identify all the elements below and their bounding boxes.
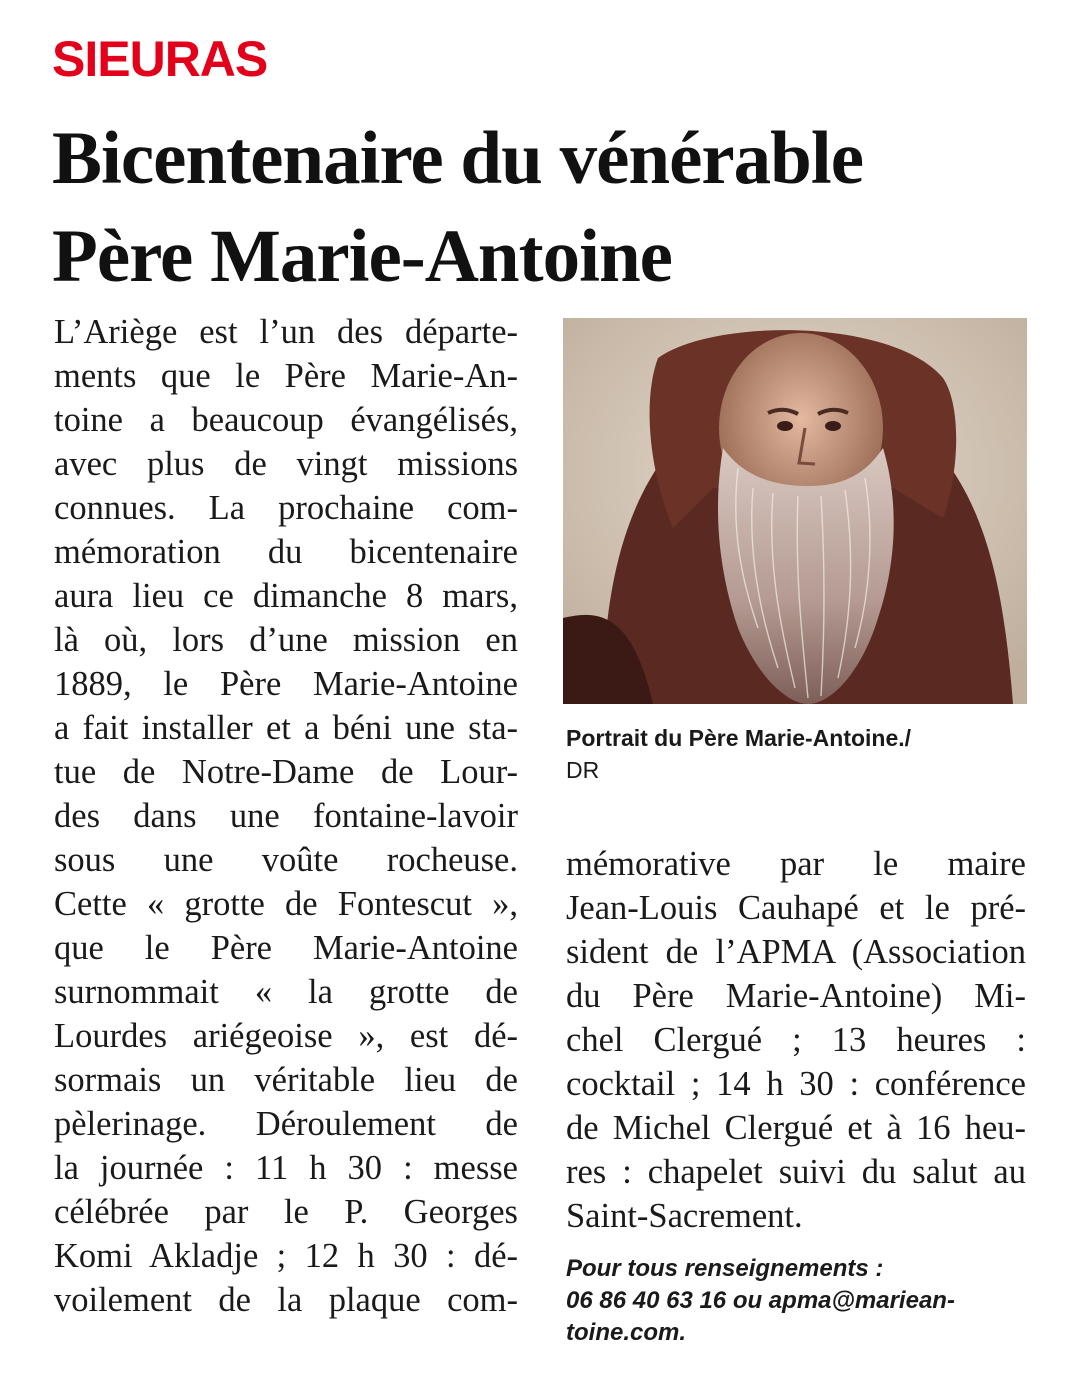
photo-caption bbox=[566, 722, 1026, 786]
body-line: 1889, le Père Marie-Antoine bbox=[54, 665, 518, 703]
body-line: tue de Notre-Dame de Lour- bbox=[54, 753, 518, 791]
body-line: toine a beaucoup évangélisés, bbox=[54, 401, 518, 439]
body-line: célébrée par le P. Georges bbox=[54, 1193, 518, 1231]
info-line: Pour tous renseignements : bbox=[566, 1255, 884, 1282]
caption-text: Portrait du Père Marie-Antoine./ bbox=[566, 725, 912, 751]
body-line: que le Père Marie-Antoine bbox=[54, 929, 518, 967]
body-line: chel Clergué ; 13 heures : bbox=[566, 1021, 1026, 1059]
body-line: mémoration du bicentenaire bbox=[54, 533, 518, 571]
body-line: voilement de la plaque com- bbox=[54, 1281, 518, 1319]
info-line: 06 86 40 63 16 ou apma@mariean- bbox=[566, 1287, 955, 1314]
body-line: Komi Akladje ; 12 h 30 : dé- bbox=[54, 1237, 518, 1275]
body-line: surnommait « la grotte de bbox=[54, 973, 518, 1011]
body-line: la journée : 11 h 30 : messe bbox=[54, 1149, 518, 1187]
body-line: a fait installer et a béni une sta- bbox=[54, 709, 518, 747]
headline-line: Bicentenaire du vénérable bbox=[52, 117, 864, 200]
body-line: Cette « grotte de Fontescut », bbox=[54, 885, 518, 923]
body-line: L’Ariège est l’un des départe- bbox=[54, 313, 518, 351]
body-line: sous une voûte rocheuse. bbox=[54, 841, 518, 879]
body-line: Saint-Sacrement. bbox=[566, 1197, 803, 1235]
photo-credit: DR bbox=[566, 757, 600, 783]
contact-info bbox=[566, 1253, 1026, 1349]
body-line: res : chapelet suivi du salut au bbox=[566, 1153, 1026, 1191]
body-column-right bbox=[566, 842, 1026, 1238]
body-line: ments que le Père Marie-An- bbox=[54, 357, 518, 395]
info-line: toine.com. bbox=[566, 1319, 687, 1346]
body-line: cocktail ; 14 h 30 : conférence bbox=[566, 1065, 1026, 1103]
body-line: Lourdes ariégeoise », est dé- bbox=[54, 1017, 518, 1055]
body-line: connues. La prochaine com- bbox=[54, 489, 518, 527]
body-line: de Michel Clergué et à 16 heu- bbox=[566, 1109, 1026, 1147]
section-kicker: SIEURAS bbox=[52, 31, 268, 87]
body-line: avec plus de vingt missions bbox=[54, 445, 518, 483]
headline bbox=[52, 110, 1062, 306]
body-line: mémorative par le maire bbox=[566, 845, 1026, 883]
headline-line: Père Marie-Antoine bbox=[52, 215, 672, 298]
body-line: sormais un véritable lieu de bbox=[54, 1061, 518, 1099]
body-line: sident de l’APMA (Association bbox=[566, 933, 1026, 971]
portrait-illustration bbox=[563, 318, 1027, 704]
body-line: Jean-Louis Cauhapé et le pré- bbox=[566, 889, 1026, 927]
portrait-photo bbox=[563, 318, 1027, 704]
body-line: pèlerinage. Déroulement de bbox=[54, 1105, 518, 1143]
body-column-left bbox=[54, 310, 518, 1322]
body-line: aura lieu ce dimanche 8 mars, bbox=[54, 577, 518, 615]
body-line: là où, lors d’une mission en bbox=[54, 621, 518, 659]
body-line: des dans une fontaine-lavoir bbox=[54, 797, 518, 835]
body-line: du Père Marie-Antoine) Mi- bbox=[566, 977, 1026, 1015]
